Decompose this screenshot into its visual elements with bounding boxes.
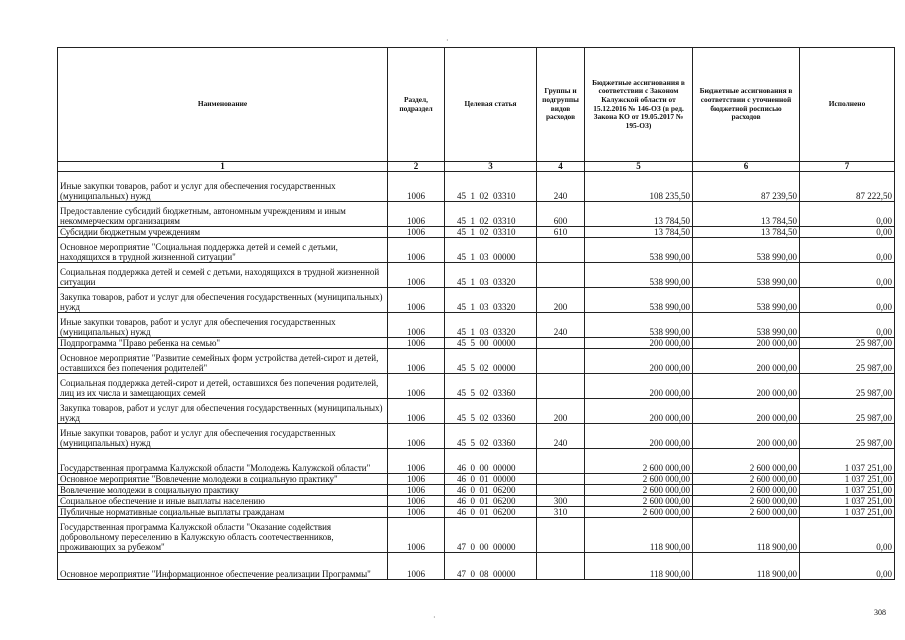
col-number: 5 [585, 162, 693, 172]
row-law-allocation: 538 990,00 [585, 263, 693, 288]
row-refined-allocation: 2 600 000,00 [693, 496, 800, 507]
row-section: 1006 [388, 496, 445, 507]
row-target-item: 45 1 02 03310 [445, 227, 537, 238]
table-row [58, 399, 895, 424]
row-law-allocation: 2 600 000,00 [585, 507, 693, 518]
row-refined-allocation: 2 600 000,00 [693, 507, 800, 518]
table-row [58, 288, 895, 313]
row-name: Основное мероприятие "Вовлечение молодежи в социальную практику" [58, 474, 388, 485]
row-expense-type [537, 238, 585, 263]
scan-speck: · [446, 36, 449, 45]
row-name: Основное мероприятие "Информационное обеспечение реализации Программы" [58, 553, 388, 580]
row-expense-type [537, 263, 585, 288]
row-executed: 0,00 [800, 227, 895, 238]
row-target-item: 45 5 02 03360 [445, 374, 537, 399]
row-name: Подпрограмма "Право ребенка на семью" [58, 338, 388, 349]
table-row [58, 485, 895, 496]
row-expense-type: 300 [537, 496, 585, 507]
row-refined-allocation: 200 000,00 [693, 338, 800, 349]
row-name: Государственная программа Калужской области "Молодежь Калужской области" [58, 449, 388, 474]
row-name: Основное мероприятие "Развитие семейных форм устройства детей-сирот и детей, оставшихся без попечения родителей" [58, 349, 388, 374]
row-law-allocation: 2 600 000,00 [585, 449, 693, 474]
row-section: 1006 [388, 202, 445, 227]
table-row [58, 238, 895, 263]
col-header-law-allocation: Бюджетные ассигнования в соответствии с Законом Калужской области от 15.12.2016 № 146-ОЗ (в ред. Закона КО от 19.05.2017 № 195-ОЗ) [585, 48, 693, 162]
row-name: Социальное обеспечение и иные выплаты населению [58, 496, 388, 507]
row-target-item: 46 0 01 06200 [445, 496, 537, 507]
col-header-executed: Исполнено [800, 48, 895, 162]
row-executed: 87 222,50 [800, 172, 895, 202]
row-section: 1006 [388, 288, 445, 313]
header-row [58, 48, 895, 162]
row-target-item: 45 1 02 03310 [445, 202, 537, 227]
row-law-allocation: 538 990,00 [585, 313, 693, 338]
row-executed: 0,00 [800, 288, 895, 313]
row-law-allocation: 200 000,00 [585, 424, 693, 449]
col-header-expense-type: Группы и подгруппы видов расходов [537, 48, 585, 162]
row-section: 1006 [388, 374, 445, 399]
table-row [58, 172, 895, 202]
col-header-name: Наименование [58, 48, 388, 162]
row-target-item: 45 1 03 03320 [445, 288, 537, 313]
row-refined-allocation: 538 990,00 [693, 238, 800, 263]
column-number-row [58, 162, 895, 172]
row-refined-allocation: 538 990,00 [693, 288, 800, 313]
row-executed: 1 037 251,00 [800, 485, 895, 496]
row-executed: 25 987,00 [800, 349, 895, 374]
row-refined-allocation: 200 000,00 [693, 374, 800, 399]
table-row [58, 424, 895, 449]
budget-table [57, 47, 895, 580]
row-section: 1006 [388, 227, 445, 238]
table-row [58, 202, 895, 227]
row-executed: 0,00 [800, 313, 895, 338]
row-law-allocation: 538 990,00 [585, 288, 693, 313]
row-refined-allocation: 200 000,00 [693, 349, 800, 374]
row-name: Закупка товаров, работ и услуг для обеспечения государственных (муниципальных) нужд [58, 399, 388, 424]
row-refined-allocation: 87 239,50 [693, 172, 800, 202]
row-section: 1006 [388, 449, 445, 474]
col-number: 4 [537, 162, 585, 172]
row-name: Иные закупки товаров, работ и услуг для обеспечения государственных (муниципальных) нужд [58, 172, 388, 202]
row-expense-type: 240 [537, 172, 585, 202]
row-executed: 0,00 [800, 553, 895, 580]
row-executed: 25 987,00 [800, 424, 895, 449]
row-expense-type: 240 [537, 424, 585, 449]
row-law-allocation: 200 000,00 [585, 374, 693, 399]
row-target-item: 45 1 03 00000 [445, 238, 537, 263]
table-row [58, 449, 895, 474]
row-executed: 1 037 251,00 [800, 474, 895, 485]
row-expense-type [537, 374, 585, 399]
row-section: 1006 [388, 507, 445, 518]
col-number: 6 [693, 162, 800, 172]
row-executed: 25 987,00 [800, 338, 895, 349]
row-expense-type [537, 553, 585, 580]
row-target-item: 45 1 03 03320 [445, 263, 537, 288]
row-section: 1006 [388, 474, 445, 485]
row-executed: 25 987,00 [800, 374, 895, 399]
row-name: Публичные нормативные социальные выплаты гражданам [58, 507, 388, 518]
table-row [58, 349, 895, 374]
row-name: Вовлечение молодежи в социальную практику [58, 485, 388, 496]
row-target-item: 45 5 02 03360 [445, 399, 537, 424]
page-number: 308 [874, 608, 886, 617]
col-number: 7 [800, 162, 895, 172]
table-row [58, 507, 895, 518]
col-header-section: Раздел, подраздел [388, 48, 445, 162]
row-expense-type: 600 [537, 202, 585, 227]
row-expense-type: 310 [537, 507, 585, 518]
row-section: 1006 [388, 553, 445, 580]
row-target-item: 45 1 03 03320 [445, 313, 537, 338]
row-law-allocation: 118 900,00 [585, 518, 693, 553]
row-refined-allocation: 200 000,00 [693, 399, 800, 424]
row-section: 1006 [388, 485, 445, 496]
row-refined-allocation: 538 990,00 [693, 313, 800, 338]
table-row [58, 553, 895, 580]
row-refined-allocation: 118 900,00 [693, 518, 800, 553]
table-body [58, 172, 895, 580]
row-name: Государственная программа Калужской области "Оказание содействия добровольному переселению в Калужскую область соотечественников, проживающих за рубежом" [58, 518, 388, 553]
row-target-item: 47 0 00 00000 [445, 518, 537, 553]
row-law-allocation: 200 000,00 [585, 399, 693, 424]
row-name: Предоставление субсидий бюджетным, автономным учреждениям и иным некоммерческим организациям [58, 202, 388, 227]
table-row [58, 227, 895, 238]
row-section: 1006 [388, 399, 445, 424]
table-row [58, 496, 895, 507]
col-header-target-item: Целевая статья [445, 48, 537, 162]
row-expense-type: 200 [537, 399, 585, 424]
row-law-allocation: 2 600 000,00 [585, 496, 693, 507]
row-expense-type: 610 [537, 227, 585, 238]
row-refined-allocation: 538 990,00 [693, 263, 800, 288]
row-law-allocation: 13 784,50 [585, 202, 693, 227]
row-refined-allocation: 13 784,50 [693, 227, 800, 238]
row-name: Иные закупки товаров, работ и услуг для обеспечения государственных (муниципальных) нужд [58, 424, 388, 449]
col-number: 3 [445, 162, 537, 172]
row-expense-type [537, 518, 585, 553]
col-number: 1 [58, 162, 388, 172]
row-executed: 0,00 [800, 263, 895, 288]
row-executed: 1 037 251,00 [800, 507, 895, 518]
row-name: Социальная поддержка детей и семей с детьми, находящихся в трудной жизненной ситуации [58, 263, 388, 288]
row-executed: 25 987,00 [800, 399, 895, 424]
table-row [58, 474, 895, 485]
row-expense-type [537, 449, 585, 474]
row-expense-type [537, 485, 585, 496]
row-law-allocation: 108 235,50 [585, 172, 693, 202]
row-section: 1006 [388, 338, 445, 349]
row-section: 1006 [388, 349, 445, 374]
row-name: Основное мероприятие "Социальная поддержка детей и семей с детьми, находящихся в трудной жизненной ситуации" [58, 238, 388, 263]
table-row [58, 374, 895, 399]
row-target-item: 46 0 01 00000 [445, 474, 537, 485]
row-law-allocation: 538 990,00 [585, 238, 693, 263]
row-expense-type [537, 338, 585, 349]
row-section: 1006 [388, 424, 445, 449]
row-law-allocation: 200 000,00 [585, 349, 693, 374]
table-row [58, 518, 895, 553]
col-number: 2 [388, 162, 445, 172]
row-law-allocation: 118 900,00 [585, 553, 693, 580]
row-section: 1006 [388, 313, 445, 338]
row-law-allocation: 200 000,00 [585, 338, 693, 349]
row-expense-type: 200 [537, 288, 585, 313]
row-refined-allocation: 13 784,50 [693, 202, 800, 227]
row-law-allocation: 13 784,50 [585, 227, 693, 238]
row-refined-allocation: 200 000,00 [693, 424, 800, 449]
row-target-item: 46 0 00 00000 [445, 449, 537, 474]
row-target-item: 46 0 01 06200 [445, 507, 537, 518]
row-executed: 0,00 [800, 518, 895, 553]
row-target-item: 47 0 08 00000 [445, 553, 537, 580]
row-section: 1006 [388, 518, 445, 553]
row-name: Субсидии бюджетным учреждениям [58, 227, 388, 238]
row-refined-allocation: 118 900,00 [693, 553, 800, 580]
row-law-allocation: 2 600 000,00 [585, 474, 693, 485]
row-refined-allocation: 2 600 000,00 [693, 485, 800, 496]
row-name: Закупка товаров, работ и услуг для обеспечения государственных (муниципальных) нужд [58, 288, 388, 313]
row-section: 1006 [388, 263, 445, 288]
row-expense-type [537, 474, 585, 485]
row-target-item: 45 5 00 00000 [445, 338, 537, 349]
row-refined-allocation: 2 600 000,00 [693, 474, 800, 485]
row-name: Иные закупки товаров, работ и услуг для обеспечения государственных (муниципальных) нужд [58, 313, 388, 338]
table-row [58, 263, 895, 288]
row-law-allocation: 2 600 000,00 [585, 485, 693, 496]
row-target-item: 45 5 02 00000 [445, 349, 537, 374]
row-executed: 0,00 [800, 202, 895, 227]
row-expense-type: 240 [537, 313, 585, 338]
row-expense-type [537, 349, 585, 374]
row-executed: 0,00 [800, 238, 895, 263]
scan-speck: · [433, 613, 436, 622]
row-target-item: 46 0 01 06200 [445, 485, 537, 496]
row-target-item: 45 5 02 03360 [445, 424, 537, 449]
row-name: Социальная поддержка детей-сирот и детей, оставшихся без попечения родителей, лиц из их числа и замещающих семей [58, 374, 388, 399]
row-executed: 1 037 251,00 [800, 496, 895, 507]
row-target-item: 45 1 02 03310 [445, 172, 537, 202]
row-section: 1006 [388, 172, 445, 202]
table-row [58, 313, 895, 338]
row-refined-allocation: 2 600 000,00 [693, 449, 800, 474]
row-section: 1006 [388, 238, 445, 263]
col-header-refined-allocation: Бюджетные ассигнования в соответствии с уточненной бюджетной росписью расходов [693, 48, 800, 162]
row-executed: 1 037 251,00 [800, 449, 895, 474]
table-row [58, 338, 895, 349]
